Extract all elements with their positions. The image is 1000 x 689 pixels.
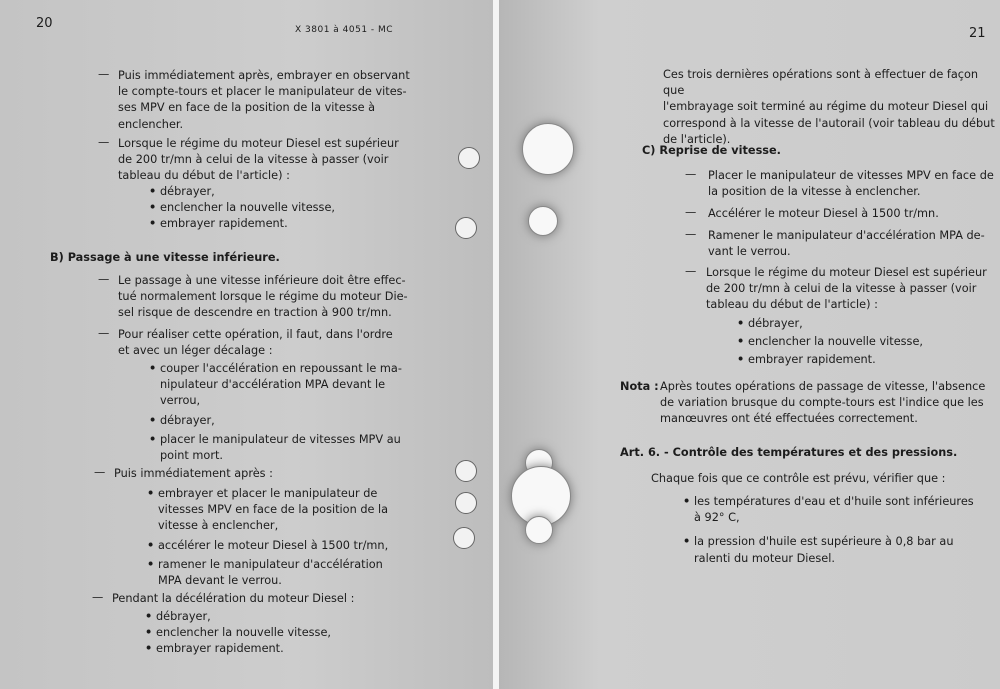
page-header: X 3801 à 4051 - MC (295, 25, 394, 35)
punch-hole (453, 527, 475, 549)
para-3: Le passage à une vitesse inférieure doit être effec- tué normalement lorsque le régime du moteur Die- sel risque de descendre en traction à 900 tr/mn. (118, 274, 408, 320)
dash-item-3: Ramener le manipulateur d'accélération MPA de- vant le verrou. (708, 229, 985, 259)
bullet-list-4: • débrayer, • enclencher la nouvelle vitesse, • embrayer rapidement. (156, 609, 331, 658)
punch-hole (455, 217, 477, 239)
punch-hole (455, 460, 477, 482)
dash-item-2: Accélérer le moteur Diesel à 1500 tr/mn. (708, 207, 939, 220)
page-number-left: 20 (36, 16, 53, 31)
page-number-right: 21 (969, 26, 986, 41)
punch-hole (522, 123, 574, 175)
para-6: Pendant la décélération du moteur Diesel : (112, 592, 355, 605)
art6-bullets: • les températures d'eau et d'huile sont inférieures à 92° C, • la pression d'huile est supérieure à 0,8 bar au ralenti du moteur Diesel. (694, 494, 974, 567)
art6-intro: Chaque fois que ce contrôle est prévu, vérifier que : (651, 472, 946, 485)
nota-label: Nota : (620, 380, 659, 393)
para-5: Puis immédiatement après : (114, 467, 273, 480)
section-c-heading: C) Reprise de vitesse. (642, 144, 781, 157)
intro-paragraph: Ces trois dernières opérations sont à effectuer de façon que l'embrayage soit terminé au régime du moteur Diesel qui correspond à la vitesse de l'autorail (voir tableau du début de l'article). (663, 68, 995, 146)
bullet-list-1: • débrayer, • enclencher la nouvelle vitesse, • embrayer rapidement. (160, 184, 335, 233)
left-page: 20 X 3801 à 4051 - MC — Puis immédiatement après, embrayer en observant le compte-tours et placer le manipulateur de vites- ses MPV en face de la position de la vitesse à enclencher. — Lorsque le régime du moteur Diesel est supérieur de 200 tr/mn à celui de la vitesse à passer (voir tableau du début de l'article) : • débrayer, • enclencher la nouvelle vitesse, • embrayer rapidement. B) Passage à une vitesse inférieure. — Le passage à une vitesse inférieure doit être effec- tué normalement lorsque le régime du moteur Die- sel risque de descendre en traction à 900 tr/mn. — Pour réaliser cette opération, il faut, dans l'ordre et avec un léger décalage : • couper l'accélération en repoussant le ma- nipulateur d'accélération MPA devant le verrou, • débrayer, • placer le manipulateur de vitesses MPV au point mort. — Puis immédiatement après : • embrayer et placer le manipulateur de vitesses MPV en face de la position de la vitesse à enclencher, • accélérer le moteur Diesel à 1500 tr/mn, • ramener le manipulateur d'accélération MPA devant le verrou. — Pendant la décélération du moteur Diesel : • débrayer, • enclencher la nouvelle vitesse, • embrayer rapidement. (0, 0, 493, 689)
punch-hole (528, 206, 558, 236)
dash-item-4: Lorsque le régime du moteur Diesel est supérieur de 200 tr/mn à celui de la vitesse à passer (voir tableau du début de l'article) : (706, 266, 987, 312)
punch-hole (455, 492, 477, 514)
bullet-list-3: • embrayer et placer le manipulateur de vitesses MPV en face de la position de la vitesse à enclencher, • accélérer le moteur Diesel à 1500 tr/mn, • ramener le manipulateur d'accélération MPA devant le verrou. (158, 486, 388, 589)
para-4: Pour réaliser cette opération, il faut, dans l'ordre et avec un léger décalage : (118, 328, 393, 358)
punch-hole (525, 516, 553, 544)
nota-text: Après toutes opérations de passage de vitesse, l'absence de variation brusque du compte-tours est l'indice que les manœuvres ont été effectuées correctement. (660, 380, 986, 426)
dash-item-1: Placer le manipulateur de vitesses MPV en face de la position de la vitesse à enclencher. (708, 169, 994, 199)
right-page: 21 Ces trois dernières opérations sont à effectuer de façon que l'embrayage soit terminé au régime du moteur Diesel qui correspond à la vitesse de l'autorail (voir tableau du début de l'article). C) Reprise de vitesse. — Placer le manipulateur de vitesses MPV en face de la position de la vitesse à enclencher. — Accélérer le moteur Diesel à 1500 tr/mn. — Ramener le manipulateur d'accélération MPA de- vant le verrou. — Lorsque le régime du moteur Diesel est supérieur de 200 tr/mn à celui de la vitesse à passer (voir tableau du début de l'article) : • débrayer, • enclencher la nouvelle vitesse, • embrayer rapidement. Nota : Après toutes opérations de passage de vitesse, l'absence de variation brusque du compte-tours est l'indice que les manœuvres ont été effectuées correctement. Art. 6. - Contrôle des températures et des pressions. Chaque fois que ce contrôle est prévu, vérifier que : • les températures d'eau et d'huile sont inférieures à 92° C, • la pression d'huile est supérieure à 0,8 bar au ralenti du moteur Diesel. (499, 0, 1000, 689)
para-1: Puis immédiatement après, embrayer en observant le compte-tours et placer le manipulateur de vites- ses MPV en face de la position de la vitesse à enclencher. (118, 69, 410, 131)
art6-heading: Art. 6. - Contrôle des températures et des pressions. (620, 446, 958, 459)
para-2: Lorsque le régime du moteur Diesel est supérieur de 200 tr/mn à celui de la vitesse à passer (voir tableau du début de l'article) : (118, 137, 399, 183)
punch-hole (458, 147, 480, 169)
bullet-list-right: • débrayer, • enclencher la nouvelle vitesse, • embrayer rapidement. (748, 316, 923, 369)
section-b-heading: B) Passage à une vitesse inférieure. (50, 251, 280, 264)
bullet-list-2: • couper l'accélération en repoussant le ma- nipulateur d'accélération MPA devant le verrou, • débrayer, • placer le manipulateur de vitesses MPV au point mort. (160, 361, 402, 464)
